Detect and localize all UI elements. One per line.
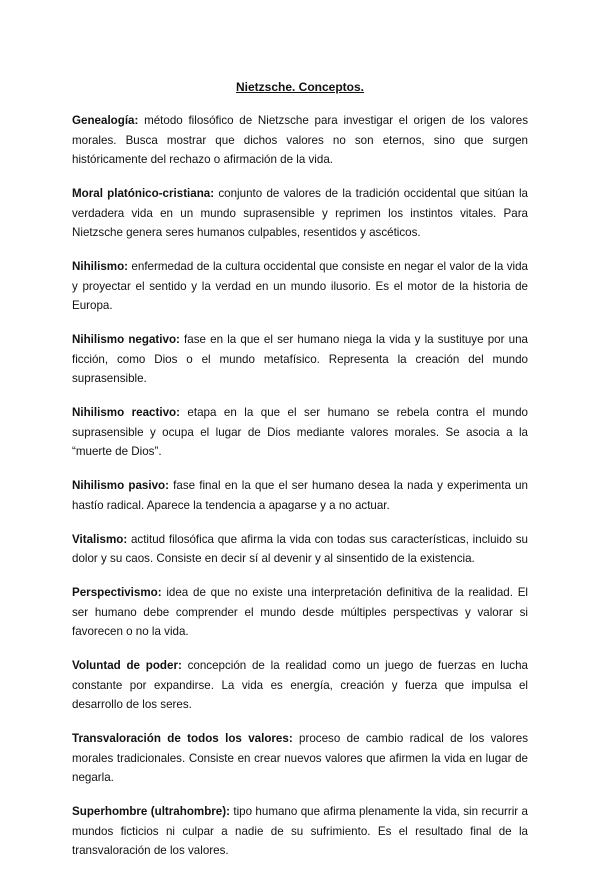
entry-term: Nihilismo negativo:: [72, 333, 180, 346]
entry-definition: actitud filosófica que afirma la vida con todas sus características, incluido su dolor y su caos. Consiste en decir sí al devenir y al sinsentido de la existencia.: [72, 532, 528, 565]
entry-term: Moral platónico-cristiana:: [72, 187, 215, 200]
entry-nihilismo-reactivo: [72, 403, 528, 462]
entry-term: Transvaloración de todos los valores:: [72, 732, 293, 745]
entry-term: Voluntad de poder:: [72, 659, 182, 672]
entry-term: Genealogía:: [72, 114, 139, 127]
entry-perspectivismo: [72, 583, 528, 642]
entry-term: Nihilismo:: [72, 260, 129, 273]
entry-definition: idea de que no existe una interpretación definitiva de la realidad. El ser humano debe comprender el mundo desde múltiples perspectivas y valorar si favorecen o no la vida.: [72, 586, 528, 638]
entry-moral-platonico-cristiana: [72, 184, 528, 243]
entry-definition: proceso de cambio radical de los valores morales tradicionales. Consiste en crear nuevos valores que afirmen la vida en lugar de negarla.: [72, 732, 528, 784]
entry-term: Nihilismo pasivo:: [72, 479, 169, 492]
entry-nihilismo-pasivo: [72, 476, 528, 515]
entry-nihilismo-negativo: [72, 330, 528, 389]
document-title: Nietzsche. Conceptos.: [235, 80, 365, 94]
entry-definition: concepción de la realidad como un juego de fuerzas en lucha constante por expandirse. La vida es energía, creación y fuerza que impulsa el desarrollo de los seres.: [72, 659, 528, 711]
entry-term: Perspectivismo:: [72, 586, 162, 599]
entry-term: Vitalismo:: [72, 532, 128, 546]
entry-transvaloracion: [72, 729, 528, 788]
document-page: [72, 78, 528, 875]
entry-definition: fase final en la que el ser humano desea la nada y experimenta un hastío radical. Aparece la tendencia a apagarse y a no actuar.: [72, 479, 528, 512]
entry-term: Nihilismo reactivo:: [72, 406, 180, 419]
entry-definition: etapa en la que el ser humano se rebela contra el mundo suprasensible y ocupa el lugar de Dios mediante valores morales. Se asocia a la “muerte de Dios”.: [72, 406, 528, 458]
entry-definition: fase en la que el ser humano niega la vida y la sustituye por una ficción, como Dios o el mundo metafísico. Representa la creación del mundo suprasensible.: [72, 333, 528, 385]
entry-definition: tipo humano que afirma plenamente la vida, sin recurrir a mundos ficticios ni culpar a nadie de su sufrimiento. Es el resultado final de la transvaloración de los valores.: [72, 805, 528, 857]
entry-term: Superhombre (ultrahombre):: [72, 805, 230, 818]
entry-definition: método filosófico de Nietzsche para investigar el origen de los valores morales. Busca mostrar que dichos valores no son eternos, sino que surgen históricamente del rechazo o afirmación de la vida.: [72, 114, 528, 166]
entry-voluntad-de-poder: [72, 656, 528, 715]
entry-genealogia: [72, 111, 528, 170]
entry-nihilismo: [72, 257, 528, 316]
entry-definition: conjunto de valores de la tradición occidental que sitúan la verdadera vida en un mundo suprasensible y reprimen los instintos vitales. Para Nietzsche genera seres humanos culpables, resentidos y ascéticos.: [72, 187, 528, 239]
entry-superhombre: [72, 802, 528, 861]
entry-vitalismo: [72, 530, 528, 569]
entry-definition: enfermedad de la cultura occidental que consiste en negar el valor de la vida y proyectar el sentido y la verdad en un mundo ilusorio. Es el motor de la historia de Europa.: [72, 260, 528, 312]
